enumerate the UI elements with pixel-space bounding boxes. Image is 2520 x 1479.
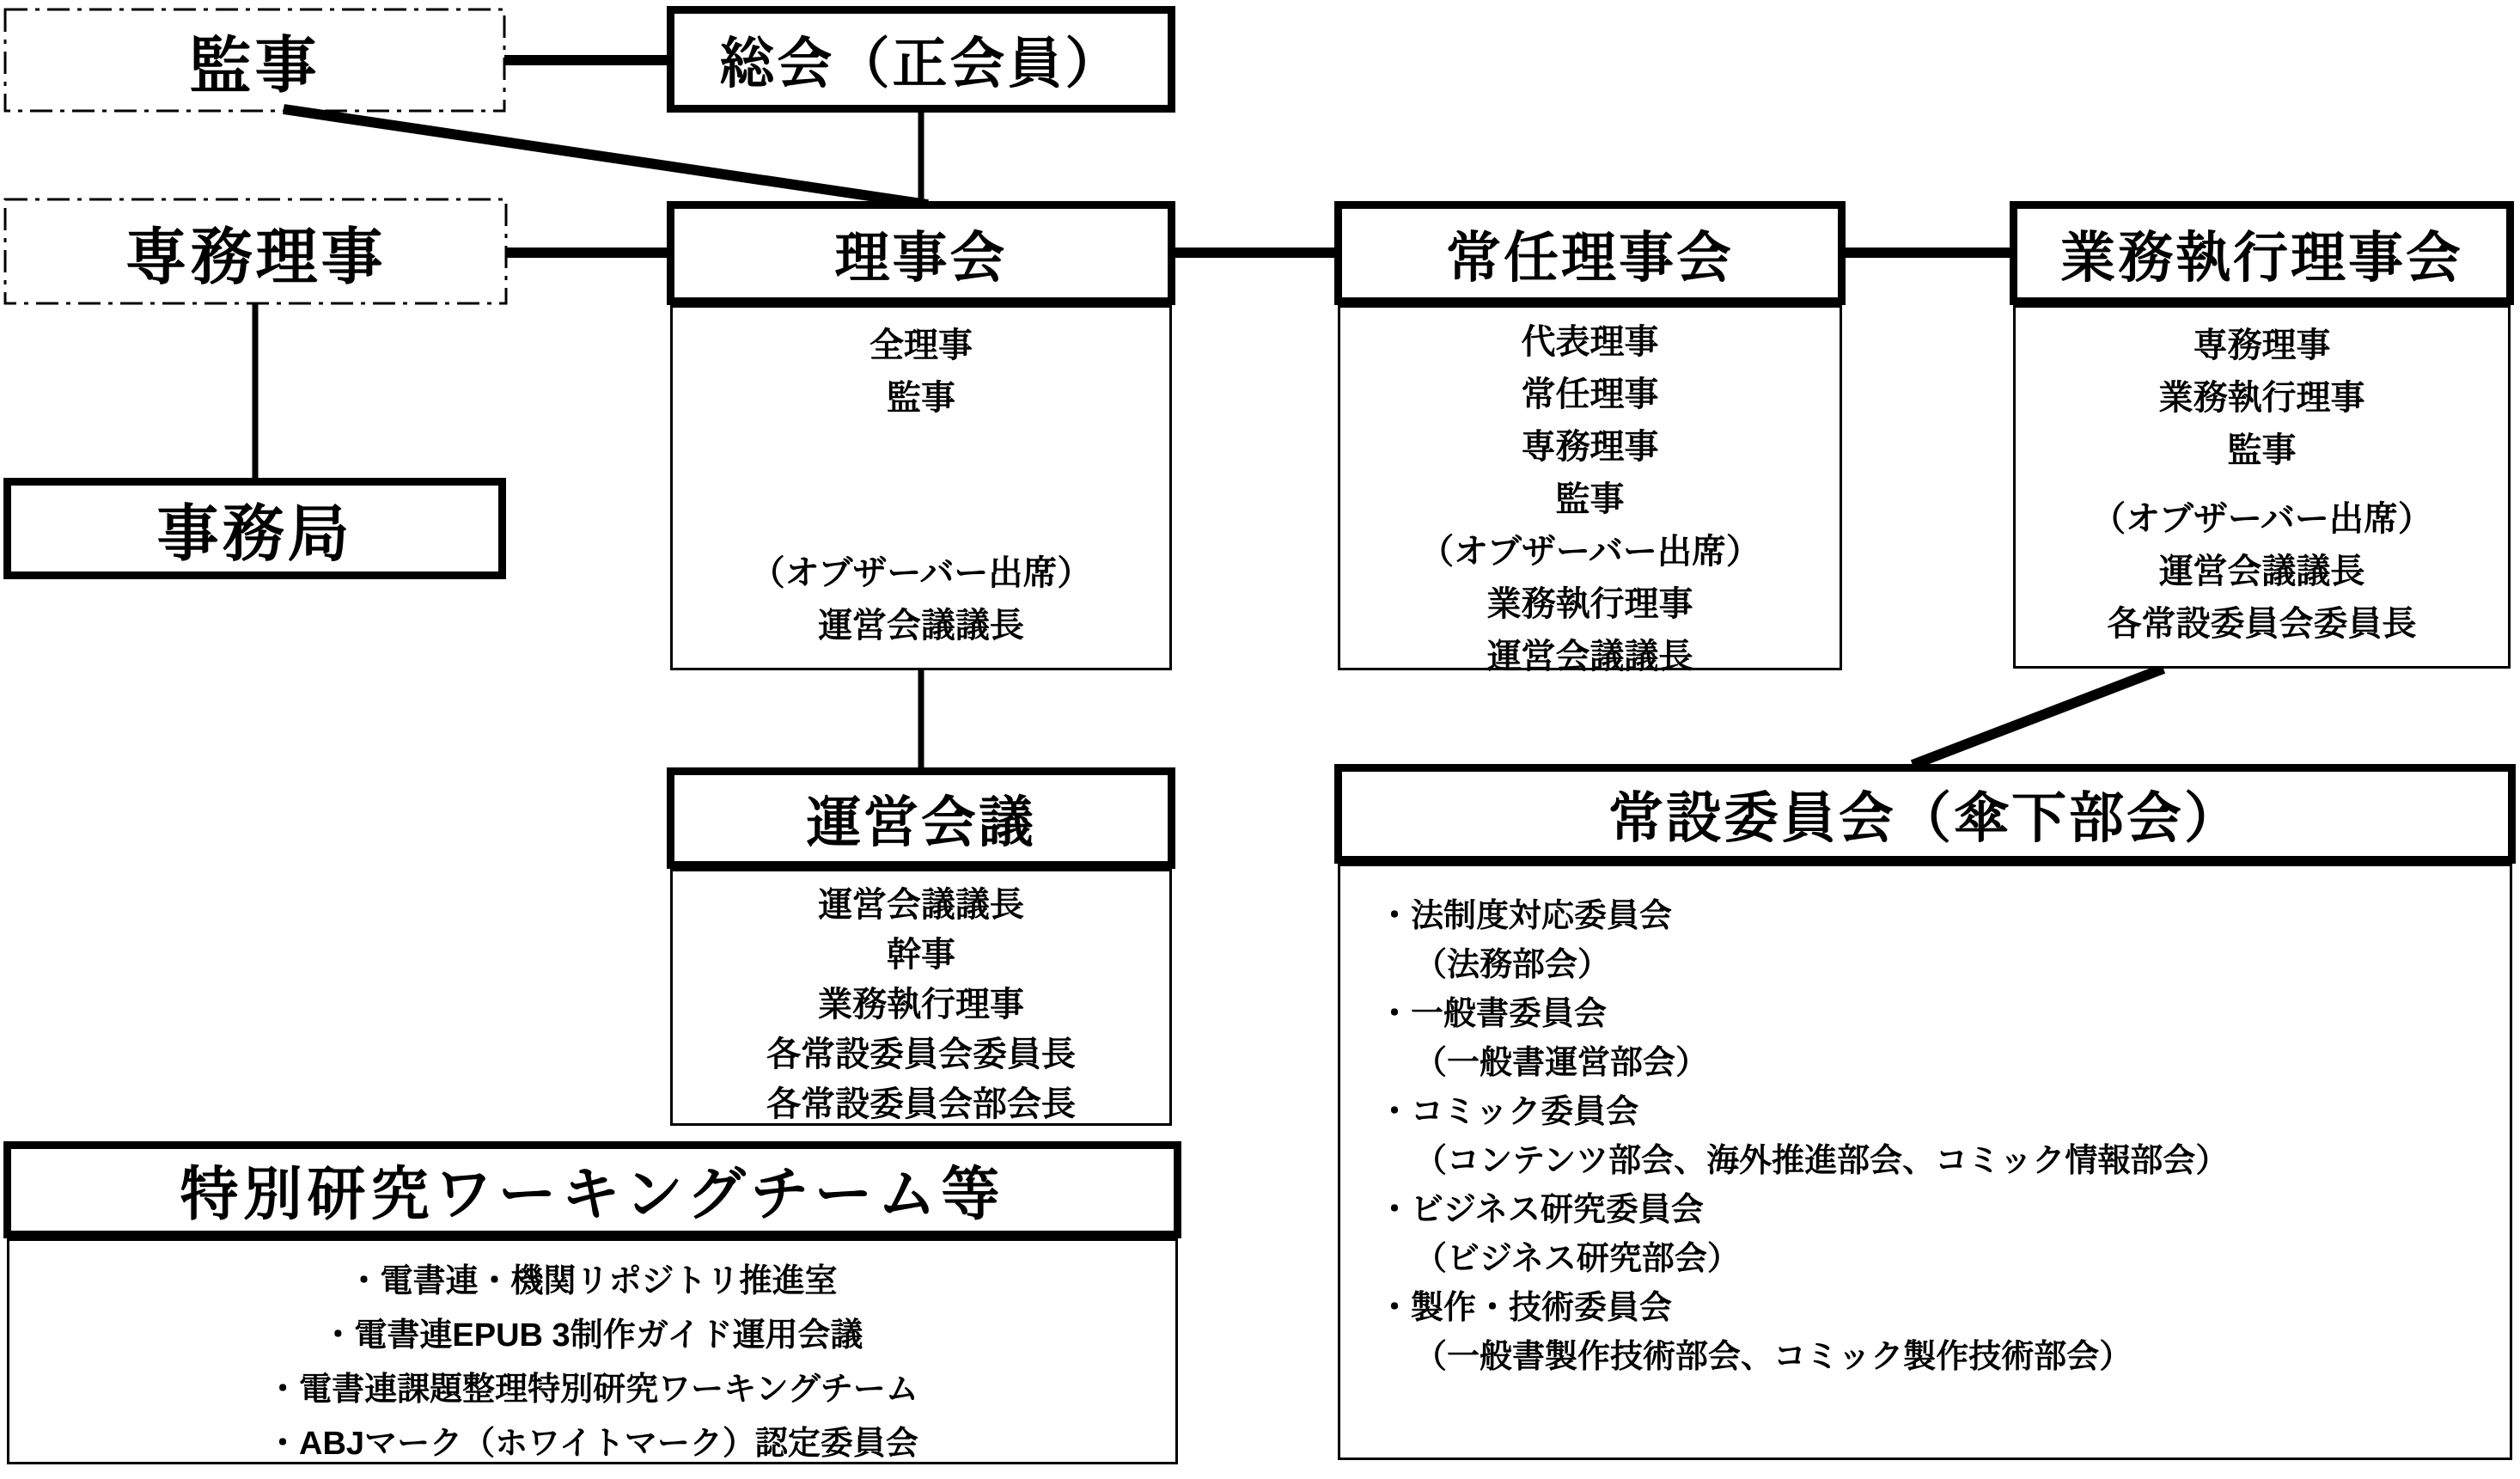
committee-subgroup: （一般書製作技術部会、コミック製作技術部会） (1414, 1339, 2133, 1375)
standing-board-header (1334, 201, 1846, 305)
board-of-directors-members (670, 305, 1172, 670)
member-line: 運営会議議長 (1486, 638, 1693, 675)
standing-committees-items (1338, 864, 2512, 1460)
board-of-directors-title: 理事会 (834, 226, 1008, 289)
observer-note: （オブザーバー出席） (750, 554, 1092, 592)
member-line: 各常設委員会委員長 (766, 1036, 1076, 1073)
senior-managing-director-label: 専務理事 (125, 223, 387, 292)
executive-board-header (2010, 201, 2514, 305)
member-line: 運営会議議長 (818, 886, 1024, 924)
steering-meeting-title: 運営会議 (806, 791, 1036, 853)
standing-committees-header (1334, 764, 2516, 864)
steering-meeting-header (667, 767, 1175, 869)
executive-board-title: 業務執行理事会 (2060, 226, 2463, 289)
special-research-wt-items (7, 1238, 1178, 1464)
executive-members-group (2159, 320, 2365, 477)
steering-meeting-members (670, 869, 1172, 1126)
board-of-directors-header (667, 201, 1175, 305)
wt-item: ・電書連・機関リポジトリ推進室 (347, 1263, 838, 1299)
executive-board-members (2013, 305, 2511, 669)
observer-line: 運営会議議長 (818, 607, 1024, 645)
connector-gyoumu-jousetsu-diagonal (1913, 669, 2163, 765)
wt-item: ・電書連EPUB 3制作ガイド運用会議 (321, 1317, 863, 1354)
member-line: 業務執行理事 (818, 986, 1024, 1024)
committee-item: ・コミック委員会 (1378, 1094, 1639, 1130)
member-line: 専務理事 (1521, 428, 1659, 466)
member-line: 監事 (887, 379, 955, 417)
committee-subgroup: （一般書運営部会） (1414, 1045, 1709, 1081)
observer-note: （オブザーバー出席） (2091, 500, 2432, 538)
committee-item: ・法制度対応委員会 (1378, 898, 1673, 934)
member-line: 各常設委員会部会長 (766, 1085, 1076, 1123)
special-research-wt-title: 特別研究ワーキングチーム等 (180, 1162, 1005, 1227)
auditor-label: 監事 (189, 32, 320, 101)
secretariat-box (3, 478, 506, 579)
connector-kanji-rijikai-diagonal (284, 109, 928, 205)
observer-note: （オブザーバー出席） (1419, 533, 1760, 571)
observer-line: 各常設委員会委員長 (2107, 605, 2417, 643)
secretariat-label: 事務局 (156, 500, 353, 569)
observer-line: 運営会議議長 (2158, 553, 2365, 590)
board-members-group (869, 320, 973, 425)
committee-subgroup: （ビジネス研究部会） (1414, 1241, 1740, 1277)
member-line: 専務理事 (2193, 327, 2331, 364)
member-line: 業務執行理事 (1486, 585, 1693, 623)
special-research-wt-header (3, 1141, 1181, 1238)
member-line: 業務執行理事 (2158, 379, 2365, 417)
standing-committees-title: 常設委員会（傘下部会） (1608, 787, 2242, 849)
standing-board-title: 常任理事会 (1446, 226, 1734, 289)
committee-item: ・ビジネス研究委員会 (1378, 1192, 1704, 1228)
committee-subgroup: （法務部会） (1414, 947, 1611, 983)
member-line: 常任理事 (1521, 376, 1659, 413)
executive-observers-group (2091, 493, 2432, 651)
general-assembly-title: 総会（正会員） (719, 33, 1123, 95)
committee-item: ・一般書委員会 (1378, 996, 1608, 1032)
standing-board-members (1338, 305, 1842, 675)
wt-item: ・ABJマーク（ホワイトマーク）認定委員会 (266, 1426, 918, 1462)
committee-item: ・製作・技術委員会 (1378, 1290, 1673, 1326)
general-assembly-box (667, 6, 1175, 113)
board-observers-group (751, 547, 1092, 652)
member-line: 代表理事 (1521, 323, 1659, 361)
member-line: 監事 (2227, 431, 2297, 469)
member-line: 監事 (1555, 480, 1625, 518)
member-line: 幹事 (887, 936, 955, 974)
member-line: 全理事 (869, 327, 973, 364)
auditor-box (5, 9, 504, 111)
wt-item: ・電書連課題整理特別研究ワーキングチーム (266, 1372, 918, 1408)
senior-managing-director-box (5, 199, 506, 303)
committee-subgroup: （コンテンツ部会、海外推進部会、コミック情報部会） (1414, 1143, 2229, 1179)
